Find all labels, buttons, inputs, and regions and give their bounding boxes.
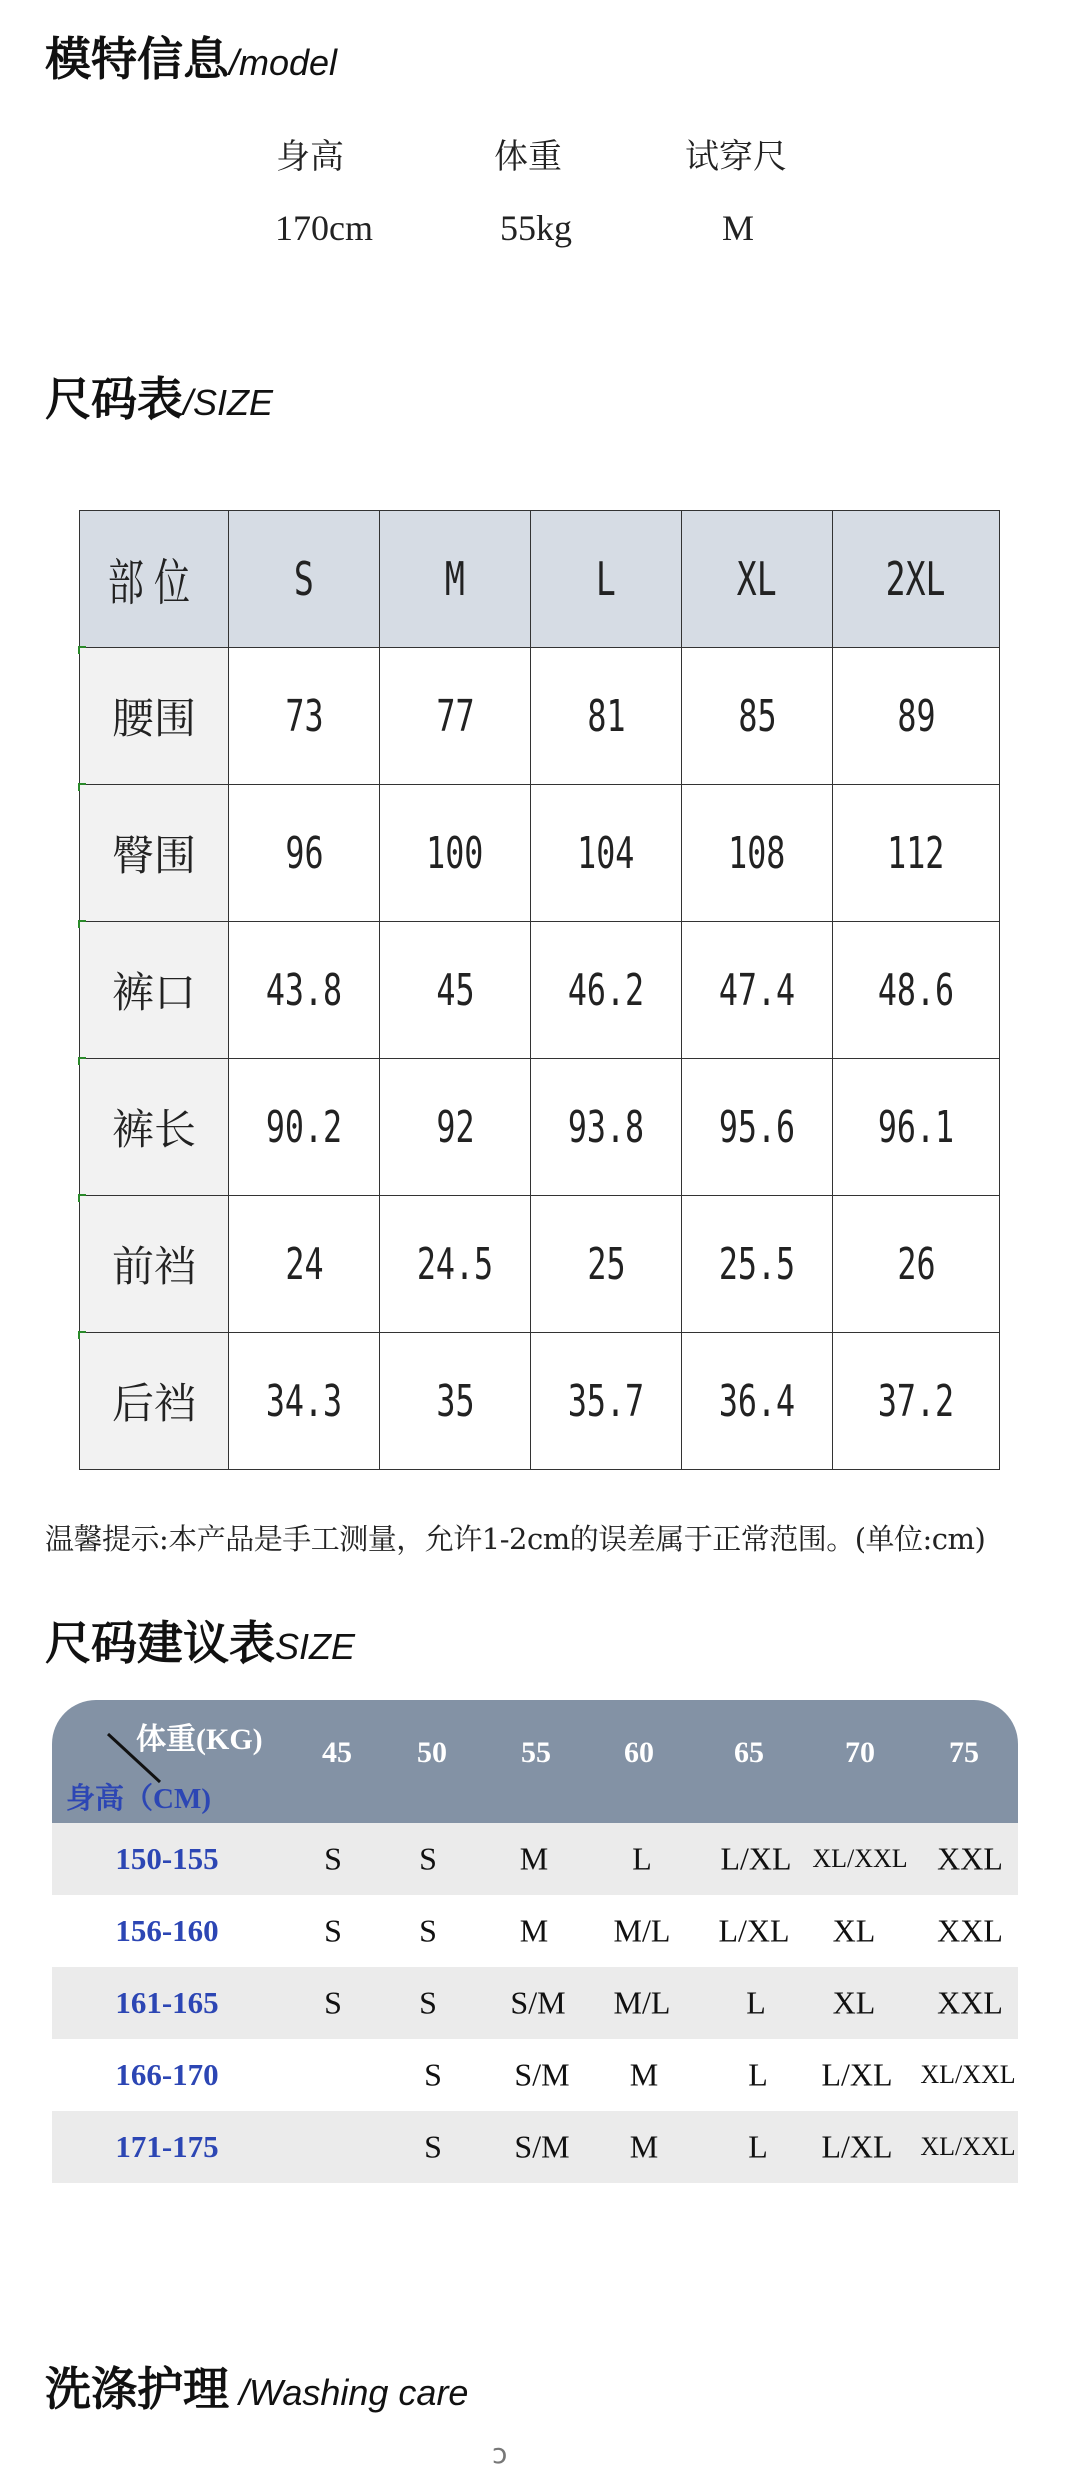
table-cell: S (424, 2128, 442, 2165)
table-cell: 35.7 (531, 1333, 682, 1470)
measurement-tip: 温馨提示:本产品是手工测量，允许1-2cm的误差属于正常范围。(单位:cm) (45, 1522, 986, 1556)
table-cell: 37.2 (833, 1333, 1000, 1470)
table-cell: L (746, 1984, 766, 2021)
table-cell: XL/XXL (812, 1844, 908, 1873)
table-cell: 112 (833, 785, 1000, 922)
height-range: 166-170 (115, 2057, 219, 2092)
table-cell: L/XL (821, 2128, 893, 2165)
table-cell: L (632, 1840, 652, 1877)
table-cell: 25 (531, 1196, 682, 1333)
row-label-waist: 腰围 (80, 648, 229, 785)
table-cell: XXL (937, 1840, 1003, 1877)
table-row (80, 1059, 1000, 1196)
table-cell: S/M (514, 2128, 570, 2165)
size-table-header-row (80, 511, 1000, 648)
table-cell: M (629, 2128, 659, 2165)
care-title-en: /Washing care (229, 2372, 469, 2413)
height-axis-label: 身高（CM) (66, 1783, 211, 1815)
table-row (80, 922, 1000, 1059)
table-cell: 90.2 (229, 1059, 380, 1196)
row-label-back-rise: 后裆 (80, 1333, 229, 1470)
table-cell: 104 (531, 785, 682, 922)
model-weight-header: 体重 (494, 137, 562, 177)
model-weight-value: 55kg (500, 208, 572, 248)
table-row (80, 648, 1000, 785)
table-row (80, 1333, 1000, 1470)
model-section-title (45, 32, 338, 86)
model-trysize-value: M (722, 208, 755, 248)
table-row (52, 1967, 1018, 2039)
recommend-table (52, 1700, 1018, 2183)
table-cell: 96.1 (833, 1059, 1000, 1196)
model-title-en: /model (229, 42, 338, 83)
weight-col-65: 65 (734, 1736, 764, 1769)
height-range: 161-165 (115, 1985, 219, 2020)
table-cell: 73 (229, 648, 380, 785)
table-cell: XL (832, 1984, 876, 2021)
table-row (52, 2039, 1018, 2111)
size-section-title (45, 372, 274, 426)
table-cell: S (324, 1912, 342, 1949)
table-cell: 48.6 (833, 922, 1000, 1059)
table-row (80, 785, 1000, 922)
table-cell: 25.5 (682, 1196, 833, 1333)
recommend-section-title (45, 1616, 356, 1670)
table-row (52, 1823, 1018, 1895)
model-trysize-header: 试穿尺 (685, 137, 787, 177)
weight-col-60: 60 (624, 1736, 654, 1769)
table-cell: XXL (937, 1984, 1003, 2021)
table-cell: 26 (833, 1196, 1000, 1333)
model-height-value: 170cm (275, 208, 373, 248)
size-header-xl: XL (682, 511, 833, 648)
size-header-l: L (531, 511, 682, 648)
table-cell: 89 (833, 648, 1000, 785)
table-cell: S (419, 1912, 437, 1949)
recommend-title-en: SIZE (275, 1626, 356, 1667)
table-row (52, 2111, 1018, 2183)
table-cell: L/XL (718, 1912, 790, 1949)
size-title-en: /SIZE (183, 382, 274, 423)
height-range: 150-155 (115, 1841, 219, 1876)
table-cell: 85 (682, 648, 833, 785)
table-cell: 96 (229, 785, 380, 922)
size-header-m: M (380, 511, 531, 648)
table-cell: 46.2 (531, 922, 682, 1059)
row-label-front-rise: 前裆 (80, 1196, 229, 1333)
table-cell: XL/XXL (920, 2060, 1016, 2089)
table-cell: L/XL (720, 1840, 792, 1877)
table-cell: S (424, 2056, 442, 2093)
table-cell: S (324, 1984, 342, 2021)
table-row (52, 1895, 1018, 1967)
weight-axis-label: 体重(KG) (136, 1723, 263, 1756)
table-cell: M (519, 1840, 549, 1877)
table-cell: 36.4 (682, 1333, 833, 1470)
table-cell: S (419, 1840, 437, 1877)
table-cell: 100 (380, 785, 531, 922)
table-cell: M (629, 2056, 659, 2093)
size-header-2xl: 2XL (833, 511, 1000, 648)
weight-col-50: 50 (417, 1736, 447, 1769)
table-cell: 24 (229, 1196, 380, 1333)
weight-col-70: 70 (845, 1736, 875, 1769)
table-cell: S (324, 1840, 342, 1877)
row-label-hip: 臀围 (80, 785, 229, 922)
height-range: 156-160 (115, 1913, 219, 1948)
recommend-title-cn: 尺码建议表 (45, 1616, 275, 1670)
model-height-header: 身高 (276, 137, 344, 177)
table-cell: 24.5 (380, 1196, 531, 1333)
partial-care-glyph: ↄ (492, 2437, 508, 2470)
table-cell: S/M (514, 2056, 570, 2093)
table-cell: XL (832, 1912, 876, 1949)
table-cell: XL/XXL (920, 2132, 1016, 2161)
table-cell: M/L (613, 1912, 671, 1949)
table-cell: 95.6 (682, 1059, 833, 1196)
weight-col-45: 45 (322, 1736, 352, 1769)
table-cell: 35 (380, 1333, 531, 1470)
table-cell: 47.4 (682, 922, 833, 1059)
table-cell: 77 (380, 648, 531, 785)
size-title-cn: 尺码表 (45, 372, 183, 426)
care-section-title (45, 2362, 469, 2416)
table-cell: S/M (510, 1984, 566, 2021)
row-label-length: 裤长 (80, 1059, 229, 1196)
care-title-cn: 洗涤护理 (45, 2362, 229, 2416)
table-cell: 93.8 (531, 1059, 682, 1196)
size-header-label: 部位 (80, 511, 229, 648)
table-cell: 81 (531, 648, 682, 785)
model-title-cn: 模特信息 (45, 32, 229, 86)
height-range: 171-175 (115, 2129, 219, 2164)
table-cell: L/XL (821, 2056, 893, 2093)
size-header-s: S (229, 511, 380, 648)
table-cell: M (519, 1912, 549, 1949)
table-cell: L (748, 2128, 768, 2165)
weight-col-75: 75 (949, 1736, 979, 1769)
table-row (80, 1196, 1000, 1333)
table-cell: 108 (682, 785, 833, 922)
table-cell: XXL (937, 1912, 1003, 1949)
row-label-leg-opening: 裤口 (80, 922, 229, 1059)
table-cell: 45 (380, 922, 531, 1059)
recommend-header-row (52, 1700, 1018, 1823)
table-cell: 34.3 (229, 1333, 380, 1470)
table-cell: L (748, 2056, 768, 2093)
table-cell: S (419, 1984, 437, 2021)
table-cell: 92 (380, 1059, 531, 1196)
table-cell: M/L (613, 1984, 671, 2021)
weight-col-55: 55 (521, 1736, 551, 1769)
size-table (79, 510, 1000, 1470)
table-cell: 43.8 (229, 922, 380, 1059)
